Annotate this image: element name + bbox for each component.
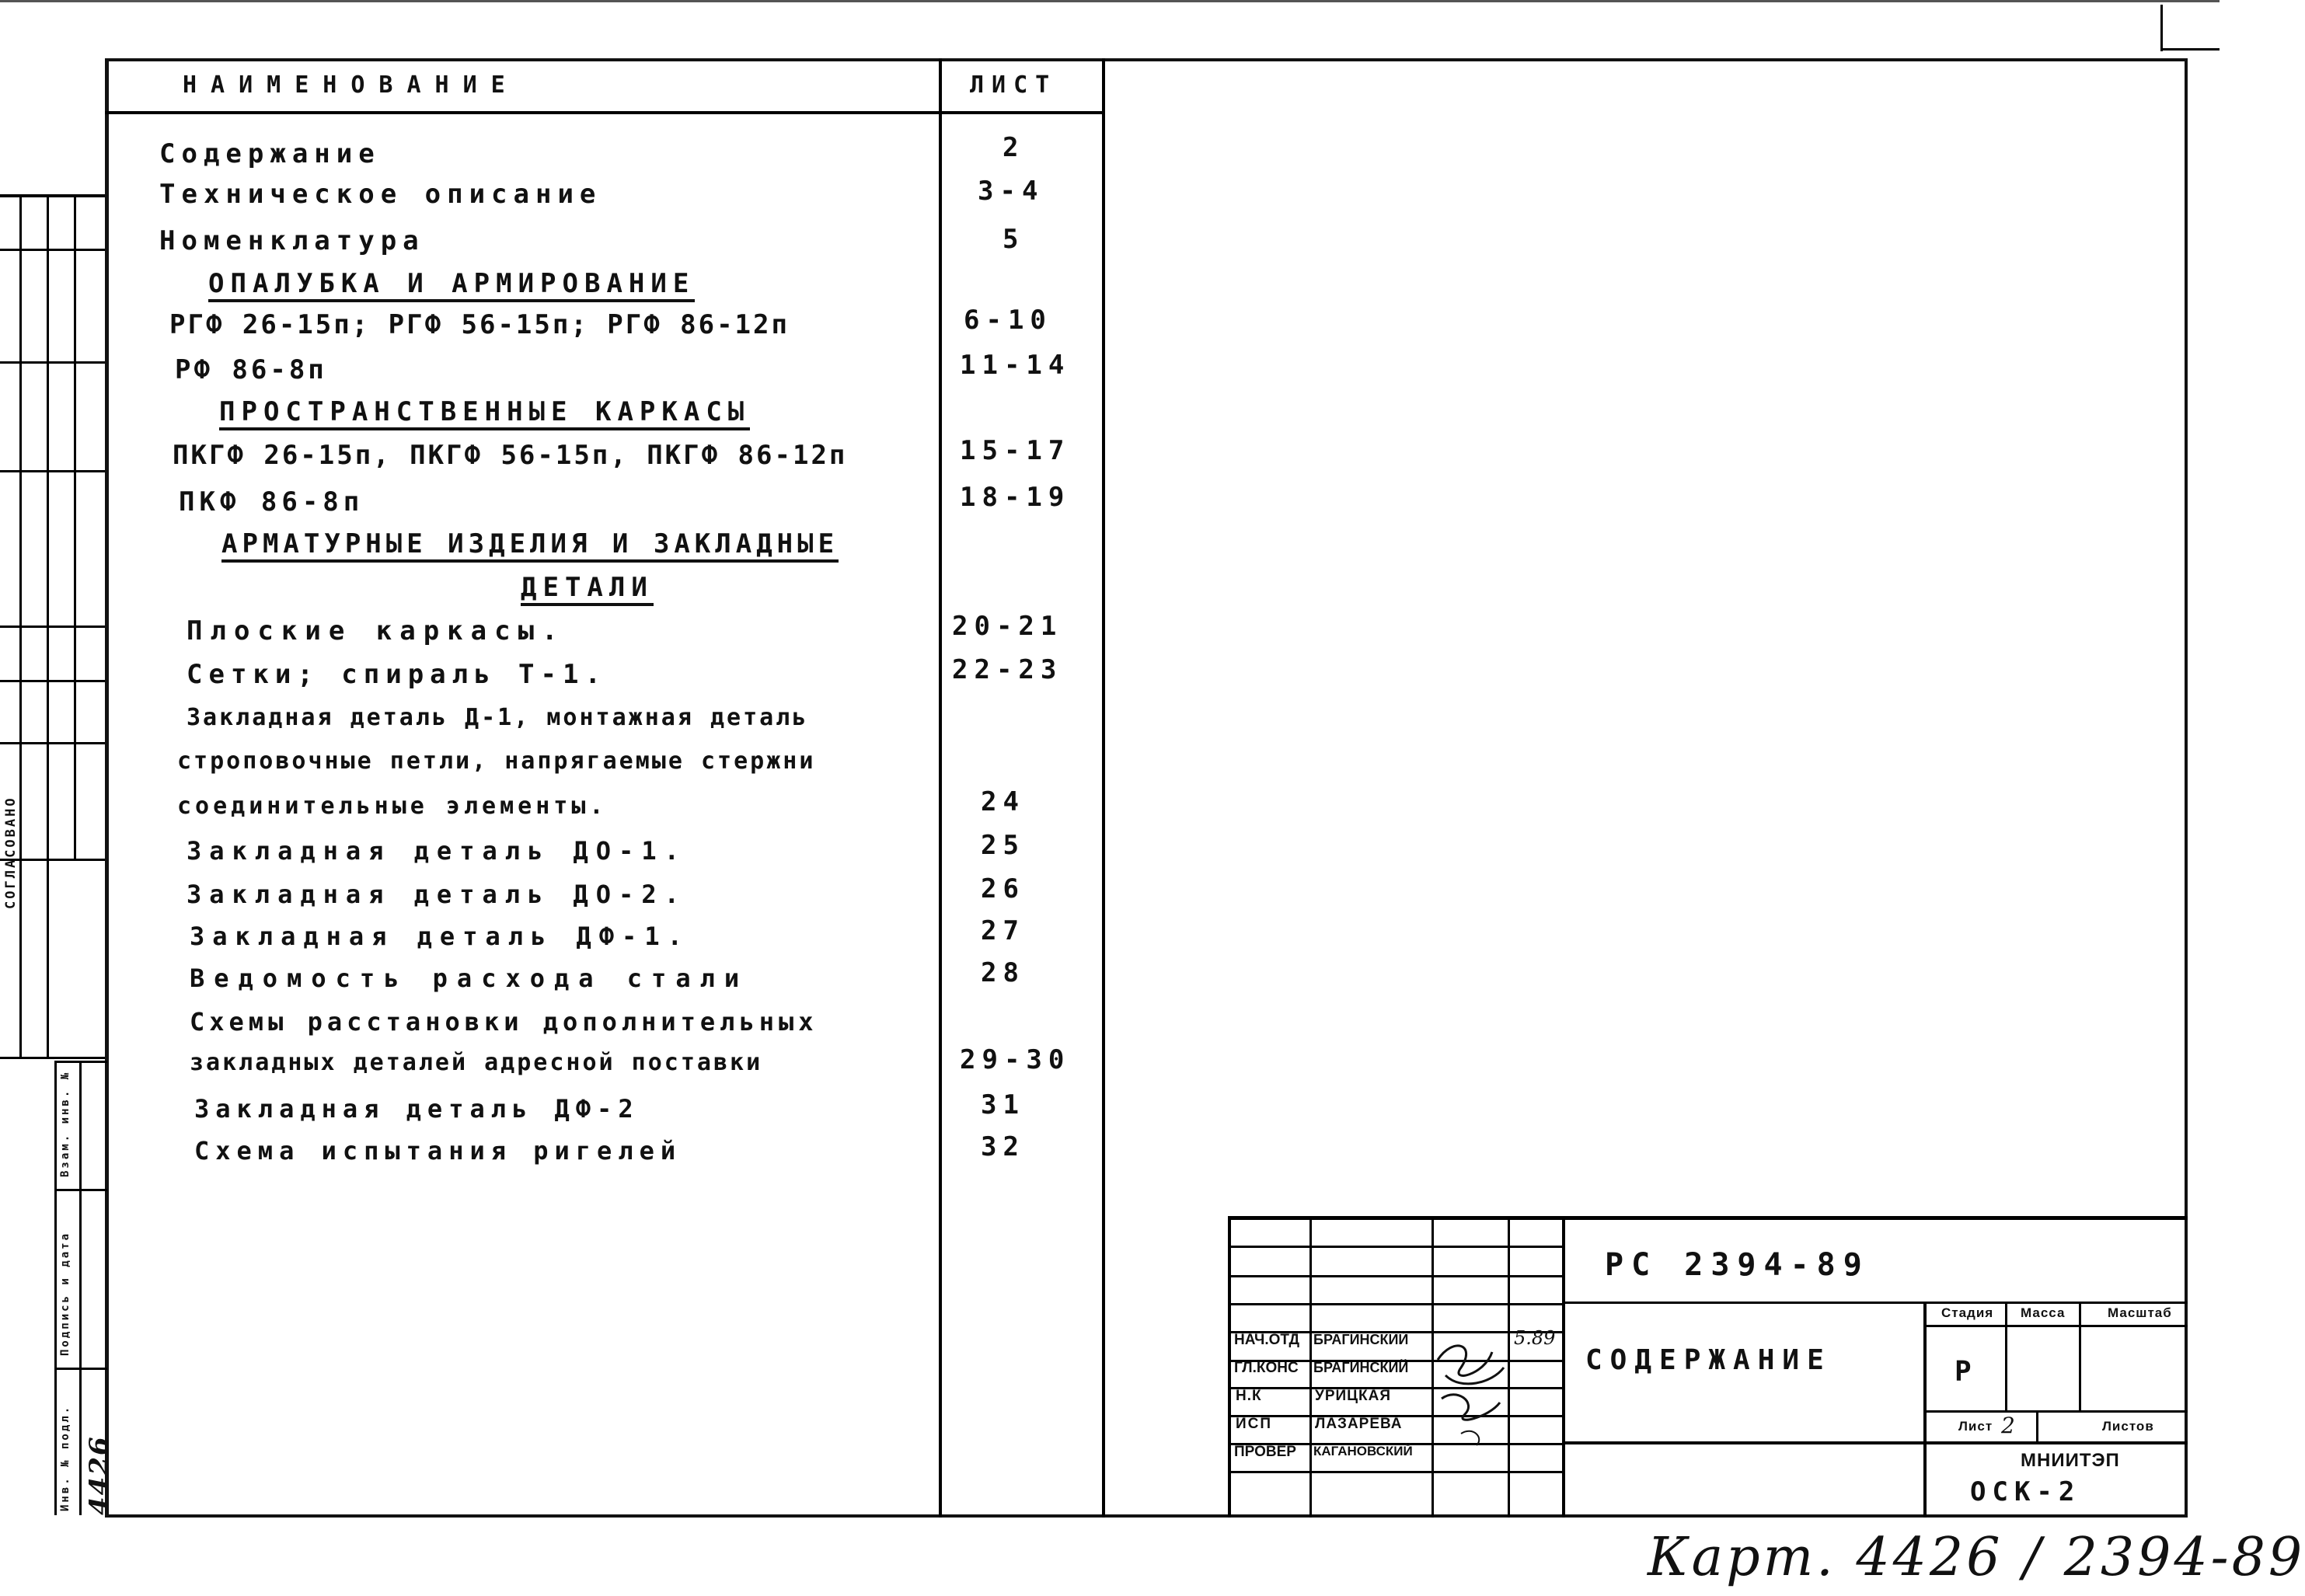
row-sheet: 2: [1003, 132, 1025, 163]
role: Н.К: [1236, 1388, 1262, 1404]
org-name: МНИИТЭП: [2021, 1450, 2120, 1471]
row-sheet: 20-21: [952, 611, 1063, 642]
role: НАЧ.ОТД: [1234, 1332, 1300, 1348]
corner-tick-h: [2160, 48, 2220, 51]
sheet-label: Лист: [1958, 1419, 1993, 1434]
column-divider-name: [939, 58, 942, 1518]
row-sheet: 18-19: [960, 482, 1071, 513]
sheets-label: Листов: [2102, 1419, 2154, 1434]
header-underline: [105, 111, 1105, 114]
row-name: Закладная деталь ДФ-1.: [190, 922, 690, 951]
row-name: Закладная деталь ДО-2.: [187, 880, 687, 909]
registration-columns: [54, 1061, 115, 1515]
role: ПРОВЕР: [1234, 1444, 1296, 1460]
section-heading: ДЕТАЛИ: [521, 572, 654, 606]
row-name: строповочные петли, напрягаемые стержни: [177, 747, 816, 775]
row-name: Содержание: [159, 138, 381, 169]
row-name: РГФ 26-15п; РГФ 56-15п; РГФ 86-12п: [169, 309, 790, 340]
row-name: Сетки; спираль Т-1.: [187, 659, 607, 690]
sheet-value: 2: [2001, 1413, 2017, 1438]
doc-title: СОДЕРЖАНИЕ: [1585, 1344, 1832, 1376]
inv-orig-label: Инв. № подл.: [59, 1404, 71, 1511]
row-sheet: 25: [981, 830, 1025, 861]
agreed-label: СОГЛАСОВАНО: [3, 796, 19, 909]
row-sheet: 31: [981, 1089, 1025, 1120]
row-sheet: 15-17: [960, 435, 1071, 466]
row-name: Схемы расстановки дополнительных: [190, 1007, 818, 1037]
stage-value: Р: [1955, 1356, 1978, 1388]
row-sheet: 32: [981, 1131, 1025, 1162]
role: ИСП: [1236, 1416, 1273, 1432]
signatures: [1430, 1329, 1515, 1461]
top-edge-line: [0, 0, 2220, 2]
section-heading: ОПАЛУБКА И АРМИРОВАНИЕ: [208, 268, 695, 302]
sign-date: 5.89: [1514, 1327, 1556, 1349]
mass-label: Масса: [2021, 1305, 2066, 1320]
row-sheet: 22-23: [952, 654, 1063, 685]
section-heading: ПРОСТРАНСТВЕННЫЕ КАРКАСЫ: [219, 396, 750, 430]
handwritten-footnote: Карт. 4426 / 2394-89: [1648, 1527, 2305, 1588]
inv-replace-label: Взам. инв. №: [59, 1070, 71, 1177]
row-sheet: 29-30: [960, 1044, 1071, 1075]
row-name: Номенклатура: [159, 225, 425, 256]
row-sheet: 5: [1003, 224, 1025, 255]
section-heading: АРМАТУРНЫЕ ИЗДЕЛИЯ И ЗАКЛАДНЫЕ: [221, 528, 839, 563]
row-name: закладных деталей адресной поставки: [190, 1049, 763, 1076]
inv-value-handwritten: 4426: [84, 1435, 115, 1515]
row-name: Закладная деталь ДО-1.: [187, 836, 687, 866]
row-sheet: 6-10: [964, 305, 1052, 336]
row-name: Закладная деталь Д-1, монтажная деталь: [187, 704, 809, 731]
row-sheet: 11-14: [960, 350, 1071, 381]
row-sheet: 27: [981, 915, 1025, 946]
row-name: Техническое описание: [159, 179, 602, 210]
row-sheet: 24: [981, 786, 1025, 817]
row-name: Плоские каркасы.: [187, 615, 566, 646]
row-name: Схема испытания ригелей: [194, 1136, 682, 1166]
corner-tick: [2160, 5, 2163, 51]
header-name: НАИМЕНОВАНИЕ: [183, 71, 519, 99]
person-name: КАГАНОВСКИЙ: [1313, 1444, 1413, 1458]
row-name: РФ 86-8п: [175, 354, 327, 385]
sign-date-label: Подпись и дата: [59, 1231, 71, 1356]
row-name: Ведомость расхода стали: [190, 964, 749, 993]
scale-label: Масштаб: [2108, 1305, 2172, 1320]
row-name: Закладная деталь ДФ-2: [194, 1094, 640, 1124]
column-divider-sheet: [1102, 58, 1105, 1518]
row-sheet: 26: [981, 873, 1025, 904]
person-name: ЛАЗАРЕВА: [1315, 1416, 1403, 1432]
header-sheet: ЛИСТ: [970, 71, 1058, 99]
person-name: БРАГИНСКИЙ: [1313, 1332, 1409, 1347]
doc-code: РС 2394-89: [1605, 1247, 1870, 1283]
person-name: БРАГИНСКИЙ: [1313, 1360, 1409, 1375]
row-sheet: 3-4: [978, 176, 1044, 207]
row-name: ПКФ 86-8п: [179, 486, 364, 517]
row-name: ПКГФ 26-15п, ПКГФ 56-15п, ПКГФ 86-12п: [173, 440, 848, 471]
row-sheet: 28: [981, 957, 1025, 988]
stage-label: Стадия: [1941, 1305, 1994, 1320]
role: ГЛ.КОНС: [1234, 1360, 1299, 1376]
dept-code: ОСК-2: [1970, 1476, 2081, 1507]
row-name: соединительные элементы.: [177, 793, 608, 820]
person-name: УРИЦКАЯ: [1315, 1388, 1392, 1404]
